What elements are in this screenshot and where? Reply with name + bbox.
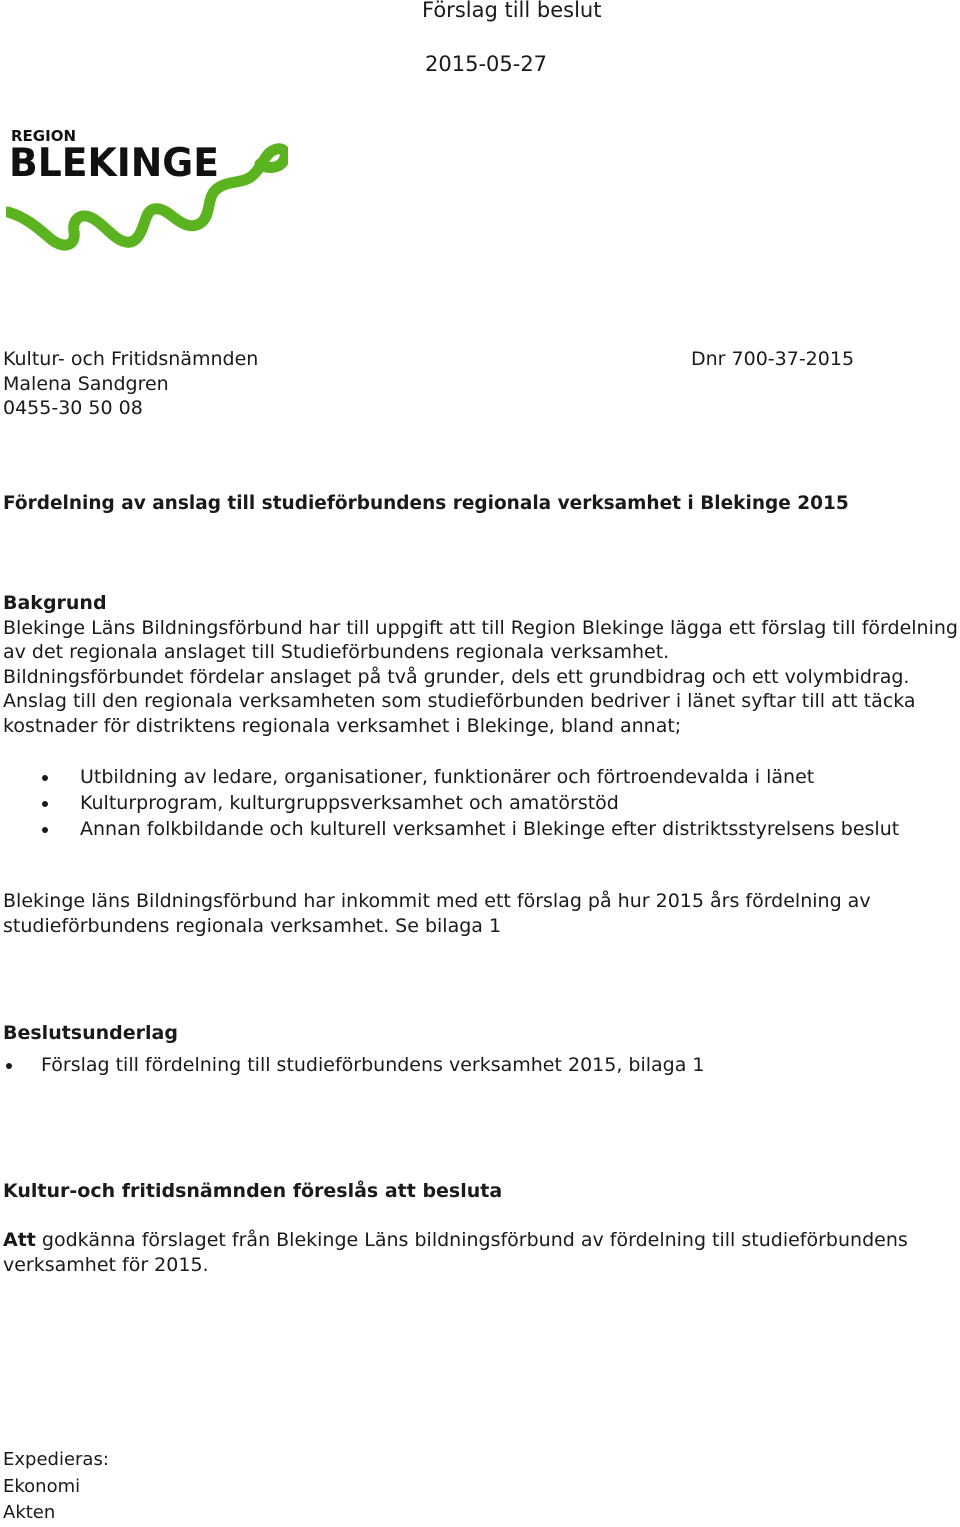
list-item [0,816,960,842]
decision-text [3,1228,960,1277]
background-heading: Bakgrund [3,592,107,614]
background-line-3: Bildningsförbundet fördelar anslaget på två grunder, dels ett grundbidrag och ett volymbidrag. [3,665,910,688]
background-line-4: Anslag till den regionala verksamheten som studieförbunden bedriver i länet syftar till att täcka [3,690,916,712]
list-item [0,764,960,790]
decision-heading: Kultur-och fritidsnämnden föreslås att besluta [3,1180,503,1202]
bullet-icon [42,827,48,833]
distribution-recipient: Ekonomi [3,1475,81,1497]
list-item-text: Kulturprogram, kulturgruppsverksamhet och amatörstöd [80,792,619,814]
distribution-recipient: Akten [3,1502,56,1523]
basis-item-text: Förslag till fördelning till studieförbundens verksamhet 2015, bilaga 1 [41,1054,705,1076]
basis-list-item [0,1052,960,1078]
list-item-text: Utbildning av ledare, organisationer, funktionärer och förtroendevalda i länet [80,766,815,788]
bullet-icon [42,801,48,807]
background-line-5: kostnader för distriktens regionala verksamhet i Blekinge, bland annat; [3,714,682,737]
diary-number: Dnr 700-37-2015 [691,348,855,370]
basis-heading: Beslutsunderlag [3,1022,178,1044]
activity-list [0,764,960,842]
decision-line-1: godkänna förslaget från Blekinge Läns bildningsförbund av fördelning till studieförbundens [35,1229,908,1251]
region-blekinge-logo [6,126,288,252]
list-item [0,790,960,816]
list-item-text: Annan folkbildande och kulturell verksamhet i Blekinge efter distriktsstyrelsens beslut [80,818,900,840]
logo-blekinge-text: BLEKINGE [9,141,219,186]
logo-region-text: REGION [11,127,76,145]
header-date: 2015-05-27 [425,52,548,76]
document-title: Fördelning av anslag till studieförbundens regionala verksamhet i Blekinge 2015 [3,493,849,514]
decision-section [3,1179,960,1204]
bullet-icon [6,1063,12,1069]
proposal-line-2: studieförbundens regionala verksamhet. Se bilaga 1 [3,914,502,937]
decision-att: Att [3,1229,36,1251]
author-name: Malena Sandgren [3,372,169,395]
meta-block [3,347,258,421]
proposal-paragraph [3,889,960,938]
header-title: Förslag till beslut [422,0,602,22]
basis-section [3,1021,960,1046]
committee-name: Kultur- och Fritidsnämnden [3,348,259,370]
decision-line-2: verksamhet för 2015. [3,1253,209,1276]
proposal-line-1: Blekinge läns Bildningsförbund har inkommit med ett förslag på hur 2015 års fördelning av [3,890,871,912]
distribution-label: Expedieras: [3,1449,109,1470]
distribution-block [3,1447,109,1527]
background-section [3,591,960,738]
background-line-2: av det regionala anslaget till Studieförbundens regionala verksamhet. [3,641,670,663]
background-line-1: Blekinge Läns Bildningsförbund har till uppgift att till Region Blekinge lägga ett förslag till fördelning [3,616,958,639]
phone-number: 0455-30 50 08 [3,397,143,419]
bullet-icon [42,775,48,781]
